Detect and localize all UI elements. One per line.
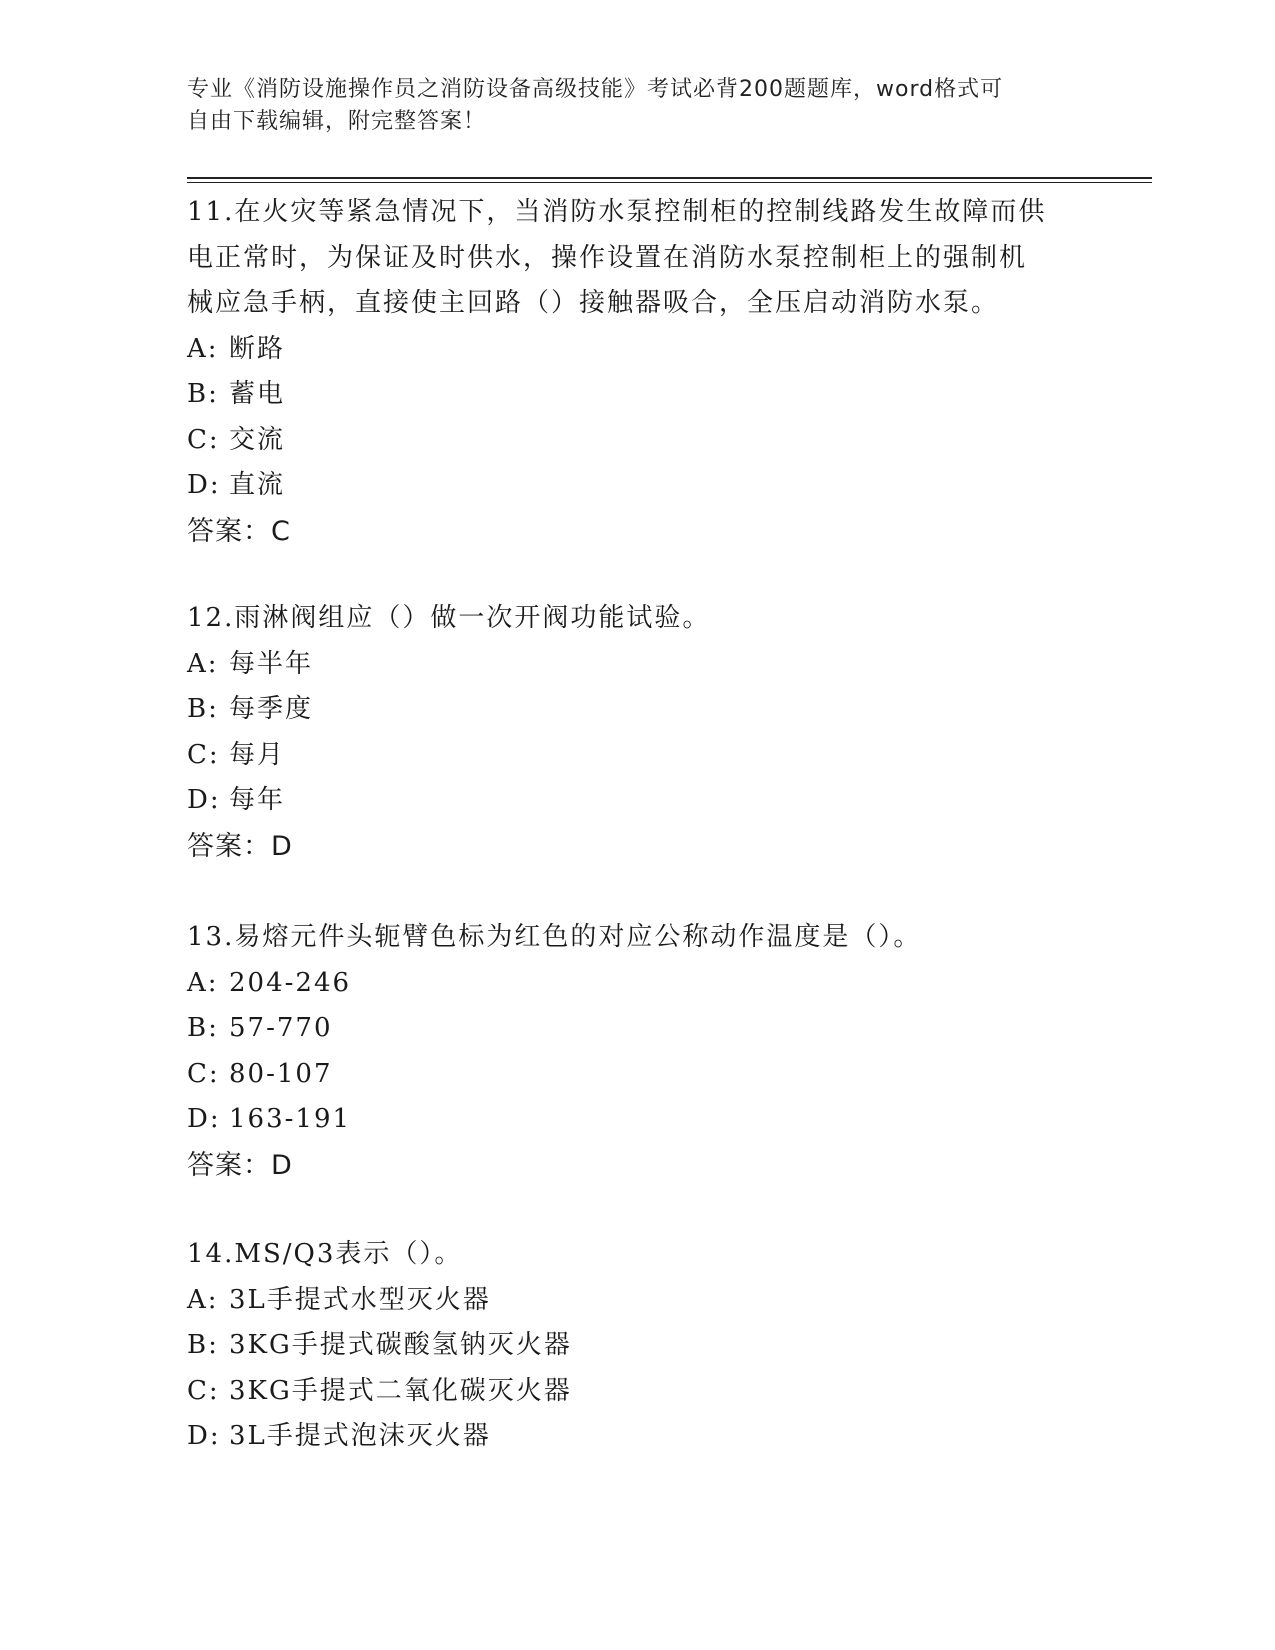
option-text: 57-770	[229, 1013, 333, 1043]
option-letter: D:	[187, 785, 221, 815]
option-text: 3KG手提式二氧化碳灭火器	[229, 1375, 572, 1406]
answer-12: 答案：D	[187, 830, 293, 862]
option-c	[187, 418, 1087, 464]
question-13	[187, 915, 1087, 1188]
option-text: 每季度	[229, 694, 314, 724]
option-b	[187, 687, 1087, 733]
answer-11: 答案：C	[187, 515, 291, 547]
option-text: 204-246	[229, 967, 352, 998]
option-c	[187, 1369, 1087, 1415]
option-letter: B:	[187, 694, 219, 724]
option-d	[187, 778, 1087, 824]
option-text: 每半年	[229, 648, 314, 679]
option-a	[187, 642, 1087, 688]
option-letter: B:	[187, 1013, 219, 1043]
header-line-1: 专业《消防设施操作员之消防设备高级技能》考试必背200题题库，word格式可	[187, 77, 1004, 102]
option-b	[187, 1323, 1087, 1369]
option-a	[187, 327, 1087, 373]
option-b	[187, 372, 1087, 418]
option-text: 163-191	[229, 1104, 352, 1134]
option-text: 每年	[229, 785, 286, 815]
option-letter: A:	[187, 333, 219, 364]
option-a	[187, 1278, 1087, 1324]
option-letter: C:	[187, 424, 220, 455]
option-letter: C:	[187, 1058, 220, 1089]
option-text: 每月	[229, 739, 286, 770]
option-letter: B:	[187, 379, 219, 409]
option-text: 交流	[229, 424, 286, 455]
option-letter: C:	[187, 739, 220, 770]
option-d	[187, 1414, 1087, 1460]
option-text: 蓄电	[229, 379, 286, 409]
option-text: 断路	[229, 333, 286, 364]
question-13-text: 13.易熔元件头轭臂色标为红色的对应公称动作温度是（）。	[187, 922, 922, 952]
option-text: 80-107	[229, 1058, 333, 1089]
option-letter: D:	[187, 1104, 221, 1134]
question-12-text: 12.雨淋阀组应（）做一次开阀功能试验。	[187, 603, 711, 633]
question-14	[187, 1232, 1087, 1460]
option-d	[187, 1097, 1087, 1143]
option-letter: C:	[187, 1375, 220, 1406]
header-divider-thick	[187, 177, 1152, 179]
option-c	[187, 1052, 1087, 1098]
header-line-2: 自由下载编辑，附完整答案！	[187, 109, 487, 134]
question-11-line-1: 11.在火灾等紧急情况下，当消防水泵控制柜的控制线路发生故障而供	[187, 197, 1047, 227]
option-letter: A:	[187, 967, 219, 998]
option-letter: A:	[187, 648, 219, 679]
option-text: 3L手提式水型灭火器	[229, 1284, 491, 1315]
option-letter: A:	[187, 1284, 219, 1315]
option-d	[187, 463, 1087, 509]
answer-13: 答案：D	[187, 1149, 293, 1181]
option-letter: B:	[187, 1330, 219, 1360]
option-b	[187, 1006, 1087, 1052]
question-14-text: 14.MS/Q3表示（）。	[187, 1239, 463, 1269]
question-11-line-2: 电正常时，为保证及时供水，操作设置在消防水泵控制柜上的强制机	[187, 242, 1028, 273]
question-11-line-3: 械应急手柄，直接使主回路（）接触器吸合，全压启动消防水泵。	[187, 288, 1000, 318]
document-header	[187, 74, 1067, 138]
option-text: 直流	[229, 470, 286, 500]
header-divider-thin	[187, 182, 1152, 183]
question-11	[187, 190, 1087, 554]
option-letter: D:	[187, 470, 221, 500]
option-c	[187, 733, 1087, 779]
question-12	[187, 596, 1087, 869]
option-letter: D:	[187, 1421, 221, 1451]
option-a	[187, 961, 1087, 1007]
option-text: 3L手提式泡沫灭火器	[229, 1421, 491, 1451]
option-text: 3KG手提式碳酸氢钠灭火器	[229, 1330, 572, 1360]
